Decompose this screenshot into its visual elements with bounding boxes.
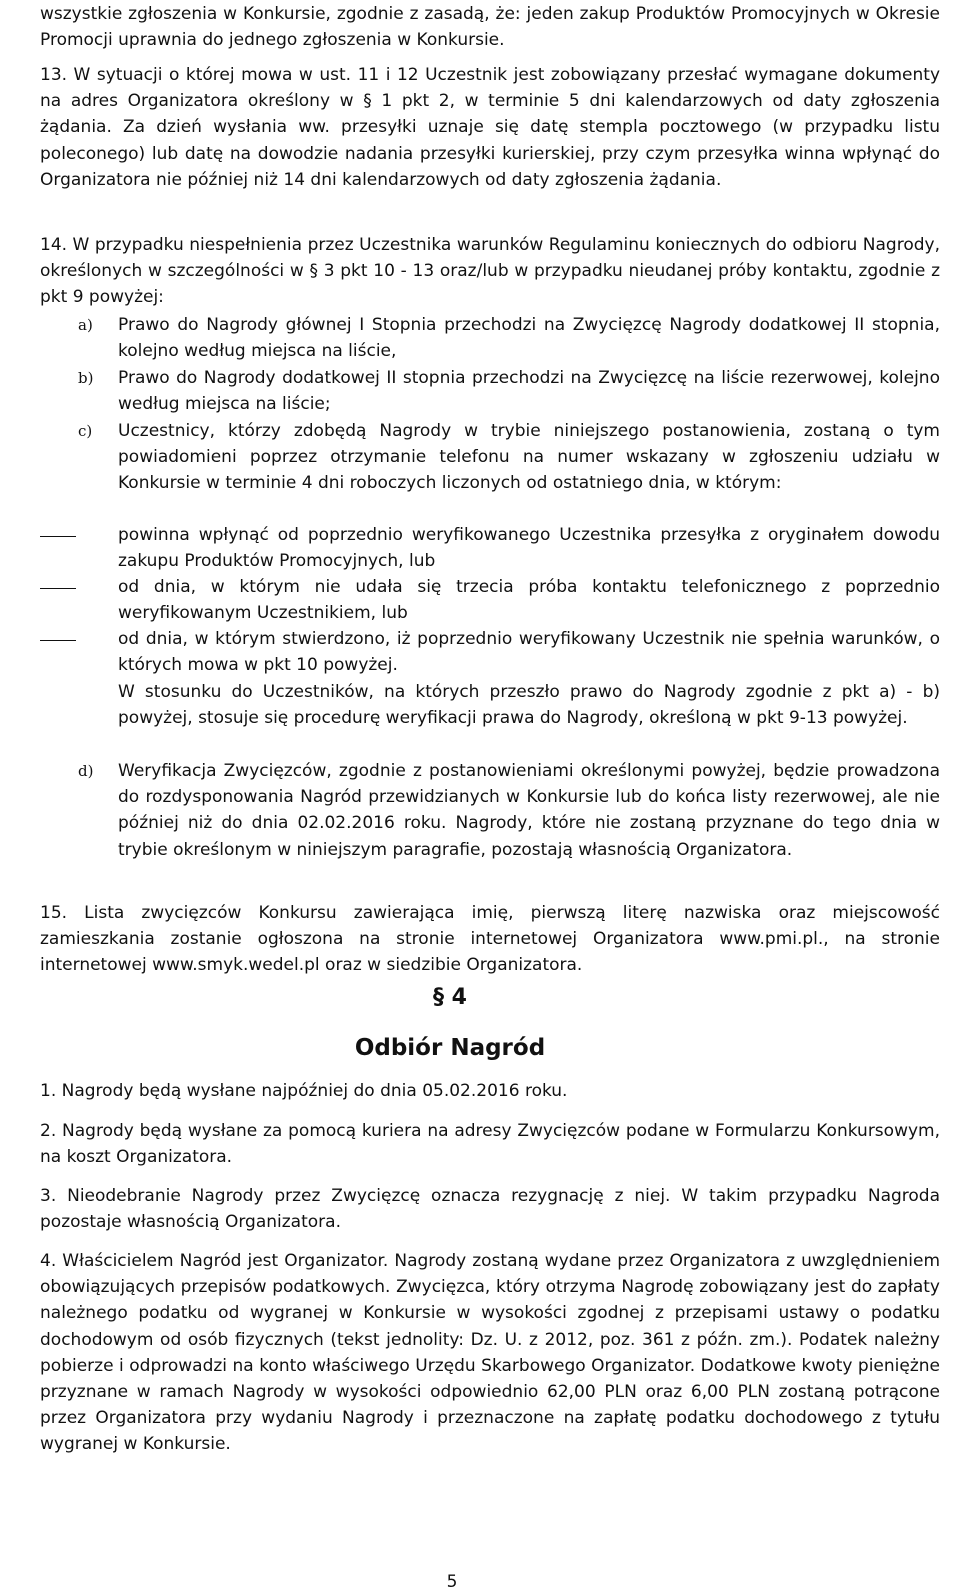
list-marker-b: b): [78, 369, 94, 387]
list-item-a: Prawo do Nagrody głównej I Stopnia przechodzi na Zwycięzcę Nagrody dodatkowej II stopnia, kolejno według miejsca na liście,: [118, 315, 940, 362]
list-item-b: Prawo do Nagrody dodatkowej II stopnia przechodzi na Zwycięzcę na liście rezerwowej, kolejno według miejsca na liście;: [118, 368, 940, 415]
paragraph-14: 14. W przypadku niespełnienia przez Uczestnika warunków Regulaminu koniecznych do odbioru Nagrody, określonych w szczególności w § 3 pkt 10 - 13 oraz/lub w przypadku nieudanej próby kontaktu, zgodnie z pkt 9 powyżej:: [40, 235, 940, 308]
list-marker-c: c): [78, 422, 93, 440]
paragraph-13: 13. W sytuacji o której mowa w ust. 11 i 12 Uczestnik jest zobowiązany przesłać wymagane dokumenty na adres Organizatora określony w § 1 pkt 2, w terminie 5 dni kalendarzowych od daty zgłoszenia żądania. Za dzień wysłania ww. przesyłki uznaje się datę stempla pocztowego (w przypadku listu poleconego) lub datę na dowodzie nadania przesyłki kurierskiej, przy czym przesyłka winna wpłynąć do Organizatora nie później niż 14 dni kalendarzowych od daty zgłoszenia żądania.: [40, 65, 940, 190]
dash-bullet: [40, 536, 76, 537]
dash-bullet: [40, 640, 76, 641]
paragraph-15: 15. Lista zwycięzców Konkursu zawierająca imię, pierwszą literę nazwiska oraz miejscowość zamieszkania zostanie ogłoszona na stronie internetowej Organizatora www.pmi.pl., na stronie internetowej www.smyk.wedel.pl oraz w siedzibie Organizatora.: [40, 903, 940, 976]
dash-item-1: powinna wpłynąć od poprzednio weryfikowanego Uczestnika przesyłka z oryginałem dowodu zakupu Produktów Promocyjnych, lub: [118, 525, 940, 572]
list-item-c: Uczestnicy, którzy zdobędą Nagrody w trybie niniejszego postanowienia, zostaną o tym powiadomieni poprzez otrzymanie telefonu na numer wskazany w zgłoszeniu udziału w Konkursie w terminie 4 dni roboczych liczonych od ostatniego dnia, w którym:: [118, 421, 940, 494]
list-marker-d: d): [78, 762, 94, 780]
dash-item-2: od dnia, w którym nie udała się trzecia próba kontaktu telefonicznego z poprzednio weryfikowanym Uczestnikiem, lub: [118, 577, 940, 624]
point-3: 3. Nieodebranie Nagrody przez Zwycięzcę oznacza rezygnację z niej. W takim przypadku Nagroda pozostaje własnością Organizatora.: [40, 1186, 940, 1233]
paragraph-continuation: wszystkie zgłoszenia w Konkursie, zgodnie z zasadą, że: jeden zakup Produktów Promocyjnych w Okresie Promocji uprawnia do jednego zgłoszenia w Konkursie.: [40, 4, 940, 51]
section-title: Odbiór Nagród: [354, 1035, 546, 1061]
point-4: 4. Właścicielem Nagród jest Organizator. Nagrody zostaną wydane przez Organizatora z uwzględnieniem obowiązujących przepisów podatkowych. Zwycięzca, który otrzyma Nagrodę zobowiązany jest do zapłaty należnego podatku od wygranej w Konkursie w wysokości zgodnej z przepisami ustawy o podatku dochodowym od osób fizycznych (tekst jednolity: Dz. U. z 2012, poz. 361 z późn. zm.). Podatek należny pobierze i odprowadzi na konto właściwego Urzędu Skarbowego Organizator. Dodatkowe kwoty pieniężne przyznane w ramach Nagrody w wysokości odpowiednio 62,00 PLN oraz 6,00 PLN zostaną potrącone przez Organizatora przy wydaniu Nagrody i przeznaczone na zapłatę podatku dochodowego z tytułu wygranej w Konkursie.: [40, 1251, 940, 1455]
point-2: 2. Nagrody będą wysłane za pomocą kuriera na adresy Zwycięzców podane w Formularzu Konkursowym, na koszt Organizatora.: [40, 1121, 940, 1168]
point-1: 1. Nagrody będą wysłane najpóźniej do dnia 05.02.2016 roku.: [40, 1081, 568, 1101]
dash-item-3: od dnia, w którym stwierdzono, iż poprzednio weryfikowany Uczestnik nie spełnia warunków, o których mowa w pkt 10 powyżej.: [118, 629, 940, 676]
list-item-d: Weryfikacja Zwycięzców, zgodnie z postanowieniami określonymi powyżej, będzie prowadzona do rozdysponowania Nagród przewidzianych w Konkursie lub do końca listy rezerwowej, ale nie później niż do dnia 02.02.2016 roku. Nagrody, które nie zostaną przyznane do tego dnia w trybie określonym w niniejszym paragrafie, pozostają własnością Organizatora.: [118, 761, 940, 860]
section-number: § 4: [433, 985, 467, 1010]
list-item-c-note: W stosunku do Uczestników, na których przeszło prawo do Nagrody zgodnie z pkt a) - b) powyżej, stosuje się procedurę weryfikacji prawa do Nagrody, określoną w pkt 9-13 powyżej.: [118, 682, 940, 729]
page-number: 5: [446, 1572, 458, 1592]
dash-bullet: [40, 588, 76, 589]
list-marker-a: a): [78, 316, 93, 334]
